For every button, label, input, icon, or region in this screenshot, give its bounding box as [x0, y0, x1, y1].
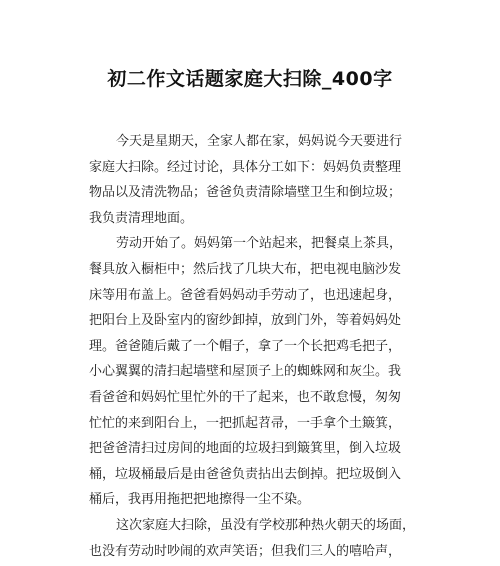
- paragraph-3-line-1: 这次家庭大扫除，虽没有学校那种热火朝天的场面，: [116, 517, 416, 533]
- paragraph-2-line-8: 忙忙的来到阳台上，一把抓起苕帚，一手拿个土簸箕，: [89, 415, 402, 431]
- paragraph-2-line-7: 看爸爸和妈妈忙里忙外的干了起来，也不敢怠慢，匆匆: [89, 389, 402, 405]
- paragraph-2-line-2: 餐具放入橱柜中；然后找了几块大布，把电视电脑沙发: [89, 261, 402, 277]
- paragraph-3-line-2: 也没有劳动时吵闹的欢声笑语；但我们三人的嘻哈声，: [89, 543, 402, 559]
- paragraph-2-line-4: 把阳台上及卧室内的窗纱卸掉，放到门外，等着妈妈处: [89, 313, 402, 329]
- paragraph-2-line-5: 理。爸爸随后戴了一个帽子，拿了一个长把鸡毛把子，: [89, 338, 402, 354]
- paragraph-2-line-6: 小心翼翼的清扫起墙壁和屋顶子上的蜘蛛网和灰尘。我: [89, 364, 402, 380]
- paragraph-1-line-1: 今天是星期天，全家人都在家，妈妈说今天要进行: [116, 134, 403, 149]
- paragraph-1-line-3: 物品以及清洗物品；爸爸负责清除墙壁卫生和倒垃圾；: [89, 185, 402, 201]
- document-body: [89, 129, 417, 564]
- paragraph-2-line-3: 床等用布盖上。爸爸看妈妈动手劳动了，也迅速起身，: [89, 287, 402, 303]
- paragraph-1-line-4: 我负责清理地面。: [89, 210, 194, 226]
- paragraph-2-line-11: 桶后，我再用拖把把地擦得一尘不染。: [89, 492, 311, 508]
- document-title: 初二作文话题家庭大扫除_400字: [107, 68, 393, 90]
- paragraph-2-line-1: 劳动开始了。妈妈第一个站起来，把餐桌上茶具，: [116, 236, 403, 252]
- paragraph-2-line-9: 把爸爸清扫过房间的地面的垃圾扫到簸箕里，倒入垃圾: [89, 441, 402, 457]
- paragraph-2-line-10: 桶，垃圾桶最后是由爸爸负责拈出去倒掉。把垃圾倒入: [89, 466, 402, 482]
- paragraph-1-line-2: 家庭大扫除。经过讨论，具体分工如下：妈妈负责整理: [89, 159, 402, 175]
